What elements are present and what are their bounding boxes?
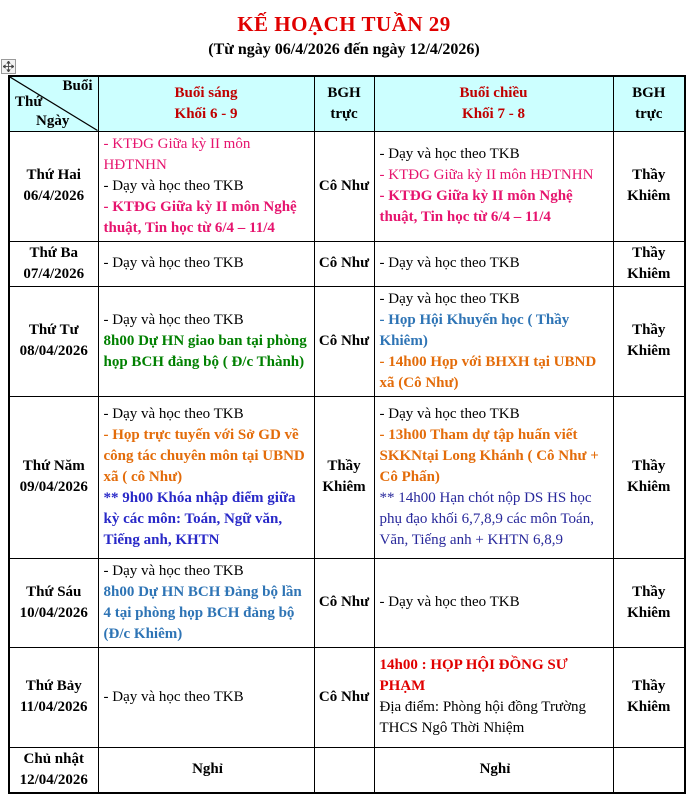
schedule-line: ** 14h00 Hạn chót nộp DS HS học phụ đạo khối 6,7,8,9 các môn Toán, Văn, Tiếng anh + KHTN 6,8,9: [379, 489, 594, 548]
bgh-header-line1: BGH: [632, 84, 666, 101]
day-cell: [9, 396, 98, 558]
schedule-line: - Dạy và học theo TKB: [103, 177, 244, 194]
day-line: Chủ nhật: [23, 750, 84, 767]
schedule-line: - 14h00 Họp với BHXH tại UBND xã (Cô Như): [379, 353, 597, 391]
bgh-header-line2: trực: [330, 105, 358, 122]
schedule-line: - Dạy và học theo TKB: [379, 255, 520, 271]
header-row: [9, 76, 685, 131]
plan-body: [9, 131, 685, 793]
day-line: 06/4/2026: [23, 188, 85, 204]
schedule-line: - Dạy và học theo TKB: [103, 255, 244, 271]
bgh-morning-cell: Thầy Khiêm: [314, 396, 374, 558]
schedule-line: - Họp Hội Khuyến học ( Thầy Khiêm): [379, 311, 570, 349]
bgh-afternoon-cell: Thầy Khiêm: [613, 647, 685, 747]
bgh-header-line1: BGH: [327, 84, 361, 101]
bgh-afternoon-cell: Thầy Khiêm: [613, 286, 685, 396]
day-line: Thứ Năm: [22, 458, 85, 474]
bgh-afternoon-cell: [613, 747, 685, 793]
afternoon-header-line1: Buổi chiều: [459, 84, 528, 101]
weekly-plan-table: [8, 75, 686, 794]
schedule-line: - KTĐG Giữa kỳ II môn Nghệ thuật, Tin học từ 6/4 – 11/4: [103, 198, 297, 236]
bgh-morning-cell: Cô Như: [314, 241, 374, 286]
schedule-line: - Dạy và học theo TKB: [379, 405, 520, 422]
bgh-afternoon-cell: Thầy Khiêm: [613, 558, 685, 647]
day-cell: [9, 131, 98, 241]
schedule-line: - Dạy và học theo TKB: [379, 594, 520, 610]
bgh-morning-cell: Cô Như: [314, 131, 374, 241]
day-line: Thứ Sáu: [26, 583, 82, 600]
afternoon-cell: [374, 558, 613, 647]
corner-label-thu: Thứ: [15, 94, 43, 110]
day-line: 12/04/2026: [19, 771, 88, 788]
corner-label-ngay: Ngày: [36, 112, 70, 129]
schedule-line: - Dạy và học theo TKB: [103, 311, 244, 328]
page-subtitle: (Từ ngày 06/4/2026 đến ngày 12/4/2026): [208, 41, 480, 58]
schedule-line: - Dạy và học theo TKB: [103, 405, 244, 422]
bgh-morning-cell: [314, 747, 374, 793]
day-line: Thứ Hai: [26, 167, 81, 183]
schedule-line: Nghỉ: [479, 761, 511, 777]
morning-column-header: [98, 76, 314, 131]
morning-header-line2: Khối 6 - 9: [174, 105, 238, 122]
bgh-morning-cell: Cô Như: [314, 647, 374, 747]
day-cell: [9, 241, 98, 286]
schedule-line: - Họp trực tuyến với Sở GD về công tác chuyên môn tại UBND xã ( cô Như): [103, 426, 305, 485]
bgh-afternoon-column-header: [613, 76, 685, 131]
schedule-line: - KTĐG Giữa kỳ II môn HĐTNHN: [379, 167, 594, 183]
day-line: Thứ Bảy: [25, 678, 82, 694]
schedule-line: - Dạy và học theo TKB: [103, 688, 244, 705]
afternoon-cell: [374, 396, 613, 558]
bgh-morning-cell: Cô Như: [314, 558, 374, 647]
day-line: 11/04/2026: [19, 699, 88, 715]
table-row: [9, 131, 685, 241]
table-row: [9, 747, 685, 793]
schedule-line: - Dạy và học theo TKB: [379, 290, 520, 307]
morning-cell: [98, 131, 314, 241]
table-row: [9, 396, 685, 558]
bgh-afternoon-cell: Thầy Khiêm: [613, 396, 685, 558]
schedule-line: 8h00 Dự HN giao ban tại phòng họp BCH đảng bộ ( Đ/c Thành): [103, 332, 307, 370]
day-cell: [9, 647, 98, 747]
morning-header-line1: Buổi sáng: [174, 84, 238, 101]
afternoon-cell: [374, 286, 613, 396]
day-line: 10/04/2026: [19, 604, 88, 621]
morning-cell: [98, 286, 314, 396]
bgh-afternoon-cell: Thầy Khiêm: [613, 241, 685, 286]
day-line: 09/04/2026: [19, 479, 88, 495]
schedule-line: - KTĐG Giữa kỳ II môn HĐTNHN: [103, 135, 251, 173]
morning-cell: [98, 396, 314, 558]
bgh-afternoon-cell: Thầy Khiêm: [613, 131, 685, 241]
bgh-morning-cell: Cô Như: [314, 286, 374, 396]
schedule-line: Nghỉ: [192, 761, 223, 777]
table-move-handle-icon[interactable]: [1, 59, 16, 74]
table-row: [9, 558, 685, 647]
day-cell: [9, 558, 98, 647]
afternoon-cell: [374, 241, 613, 286]
day-line: Thứ Ba: [29, 244, 79, 261]
morning-cell: [98, 747, 314, 793]
afternoon-header-line2: Khối 7 - 8: [462, 105, 525, 122]
schedule-line: - Dạy và học theo TKB: [379, 146, 520, 162]
day-line: 07/4/2026: [23, 265, 85, 282]
afternoon-cell: [374, 747, 613, 793]
day-cell: [9, 747, 98, 793]
schedule-line: 8h00 Dự HN BCH Đảng bộ lần 4 tại phòng họp BCH đảng bộ (Đ/c Khiêm): [103, 583, 302, 642]
schedule-line: ** 9h00 Khóa nhập điểm giữa kỳ các môn: Toán, Ngữ văn, Tiếng anh, KHTN: [103, 489, 296, 548]
schedule-line: - Dạy và học theo TKB: [103, 562, 244, 579]
schedule-line: - 13h00 Tham dự tập huấn viết SKKNtại Long Khánh ( Cô Như + Cô Phấn): [379, 426, 599, 485]
bgh-morning-column-header: [314, 76, 374, 131]
corner-header-cell: [9, 76, 98, 131]
bgh-header-line2: trực: [635, 105, 663, 122]
table-row: [9, 647, 685, 747]
afternoon-cell: [374, 647, 613, 747]
morning-cell: [98, 647, 314, 747]
page-title: KẾ HOẠCH TUẦN 29: [237, 12, 451, 36]
four-arrows-icon: [3, 61, 14, 72]
afternoon-cell: [374, 131, 613, 241]
table-row: [9, 241, 685, 286]
day-line: Thứ Tư: [28, 322, 79, 338]
schedule-line: Địa điểm: Phòng hội đồng Trường THCS Ngô Thời Nhiệm: [379, 699, 586, 736]
morning-cell: [98, 558, 314, 647]
table-row: [9, 286, 685, 396]
afternoon-column-header: [374, 76, 613, 131]
morning-cell: [98, 241, 314, 286]
schedule-line: - KTĐG Giữa kỳ II môn Nghệ thuật, Tin học từ 6/4 – 11/4: [379, 188, 573, 225]
day-cell: [9, 286, 98, 396]
day-line: 08/04/2026: [19, 343, 88, 359]
schedule-line: 14h00 : HỌP HỘI ĐỒNG SƯ PHẠM: [379, 657, 568, 694]
corner-label-buoi: Buổi: [62, 78, 93, 94]
